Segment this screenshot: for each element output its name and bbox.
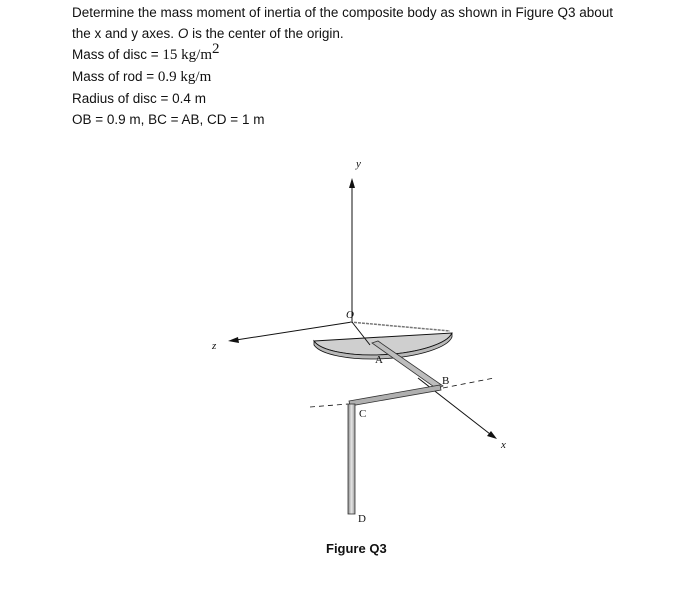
dashed-line-c: [310, 404, 348, 407]
point-c-label: C: [359, 408, 367, 420]
point-b-label: B: [442, 375, 450, 387]
disc-mass-label: Mass of disc =: [72, 47, 163, 62]
origin-symbol: O: [177, 26, 189, 41]
x-axis-line: [418, 378, 490, 434]
x-axis-label: x: [501, 439, 506, 451]
dashed-line-b: [443, 378, 494, 388]
rod-cd: [348, 404, 355, 514]
z-axis-line: [236, 322, 352, 340]
disc-rim-back: [350, 322, 450, 331]
rod-mass-value: 0.9 kg/m: [157, 69, 212, 85]
y-axis-arrow-icon: [349, 178, 355, 188]
figure-caption: Figure Q3: [326, 541, 387, 556]
disc-radius: Radius of disc = 0.4 m: [72, 91, 206, 106]
disc-mass-exponent: 2: [212, 41, 220, 57]
point-d-label: D: [358, 513, 366, 525]
z-axis-label: z: [212, 340, 217, 352]
point-o-label: O: [346, 309, 354, 321]
disc-mass-value: 15 kg/m: [162, 47, 213, 63]
point-a-label: A: [375, 354, 383, 366]
problem-text: the x and y axes.: [72, 26, 178, 41]
dimensions: OB = 0.9 m, BC = AB, CD = 1 m: [72, 112, 265, 127]
problem-text: Determine the mass moment of inertia of the composite body as shown in Figure Q3 about: [72, 5, 614, 20]
rod-mass-label: Mass of rod =: [72, 69, 158, 84]
y-axis-label: y: [356, 158, 361, 170]
problem-text: is the center of the origin.: [188, 26, 344, 41]
rod-bc: [349, 385, 441, 406]
z-axis-arrow-icon: [228, 337, 239, 343]
